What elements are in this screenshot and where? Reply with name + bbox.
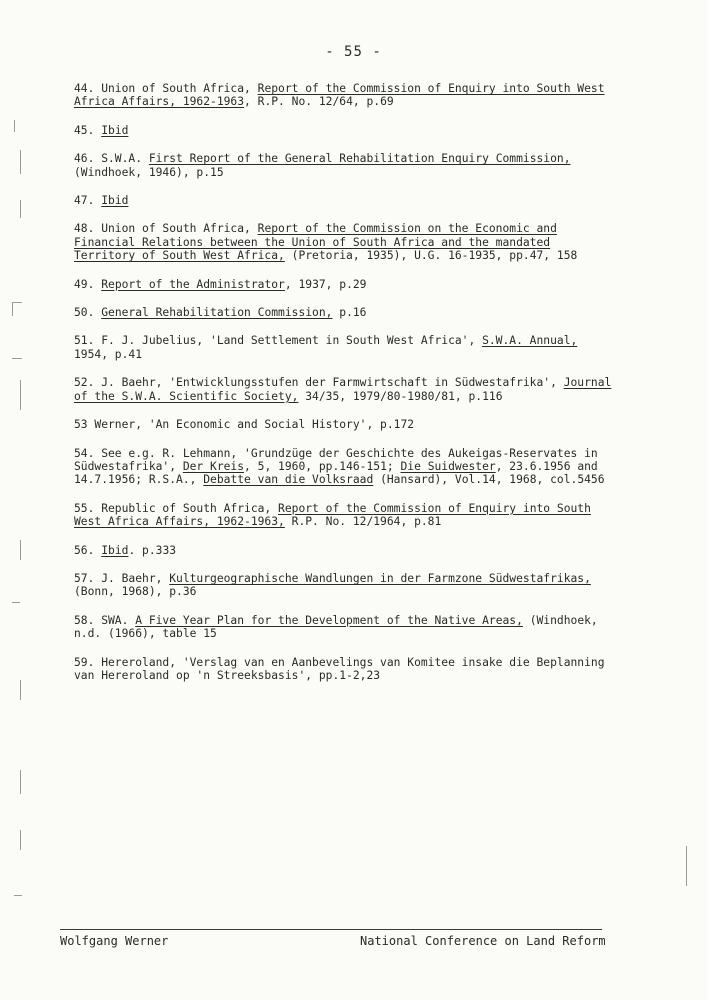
- endnote-text: 46. S.W.A.: [74, 152, 149, 166]
- endnote-title: Ibid: [101, 194, 129, 208]
- endnote-line: [74, 278, 614, 291]
- endnote-line: [74, 572, 614, 585]
- endnote-line: [74, 614, 614, 627]
- scan-mark: [20, 540, 21, 560]
- footer-author: Wolfgang Werner: [60, 934, 169, 948]
- scan-mark: [12, 602, 20, 603]
- footer-rule: [60, 929, 602, 930]
- endnote: [74, 502, 614, 529]
- endnote-line: [74, 249, 614, 262]
- endnote: [74, 306, 614, 319]
- endnotes-list: [74, 82, 614, 697]
- endnote: [74, 152, 614, 179]
- scan-mark: [20, 380, 21, 410]
- endnote: [74, 194, 614, 207]
- endnote-line: [74, 460, 614, 473]
- endnote: [74, 334, 614, 361]
- endnote-title: Report of the Commission on the Economic and: [257, 222, 557, 236]
- endnote-text: (Windhoek, 1946), p.15: [74, 165, 224, 179]
- endnote-text: 57. J. Baehr,: [74, 571, 170, 585]
- endnote: [74, 376, 614, 403]
- endnote: [74, 418, 614, 431]
- endnote: [74, 656, 614, 683]
- endnote-text: p.16: [332, 306, 367, 320]
- endnote-title: First Report of the General Rehabilitation Enquiry Commission,: [148, 152, 571, 166]
- endnote-title: Report of the Commission of Enquiry into South: [278, 501, 591, 515]
- endnote-title: S.W.A. Annual,: [482, 334, 578, 348]
- endnote-text: 45.: [74, 123, 102, 137]
- endnote-line: [74, 376, 614, 389]
- endnote-line: [74, 82, 614, 95]
- endnote-line: [74, 656, 614, 669]
- endnote-text: 49.: [74, 277, 102, 291]
- endnote-text: (Windhoek,: [522, 613, 598, 627]
- endnote-title: Der Kreis: [182, 459, 245, 473]
- endnote-line: [74, 194, 614, 207]
- endnote: [74, 278, 614, 291]
- endnote-title: A Five Year Plan for the Development of the Native Areas,: [135, 613, 523, 627]
- scan-mark: [12, 302, 13, 316]
- endnote-text: 34/35, 1979/80-1980/81, p.116: [298, 389, 503, 403]
- endnote-line: [74, 669, 614, 682]
- endnote: [74, 544, 614, 557]
- endnote-title: General Rehabilitation Commission,: [101, 306, 333, 320]
- endnote-text: van Hereroland op 'n Streeksbasis', pp.1-2,23: [74, 668, 381, 682]
- endnote-text: 47.: [74, 194, 102, 208]
- endnote: [74, 222, 614, 262]
- endnote-text: 50.: [74, 306, 102, 320]
- endnote-line: [74, 473, 614, 486]
- endnote: [74, 614, 614, 641]
- endnote-line: [74, 306, 614, 319]
- endnote-text: , 23.6.1956 and: [495, 459, 598, 473]
- endnote-title: Report of the Commission of Enquiry into South West: [257, 82, 605, 95]
- endnote-text: 51. F. J. Jubelius, 'Land Settlement in South West Africa',: [74, 334, 483, 348]
- endnote-text: , 5, 1960, pp.146-151;: [244, 459, 401, 473]
- endnote-title: Financial Relations between the Union of South Africa and the mandated: [74, 235, 551, 249]
- scan-mark: [20, 680, 21, 700]
- endnote-title: Ibid: [101, 543, 129, 557]
- endnote-text: , 1937, p.29: [284, 277, 367, 291]
- endnote: [74, 124, 614, 137]
- endnote-line: [74, 222, 614, 235]
- endnote-line: [74, 447, 614, 460]
- endnote-title: of the S.W.A. Scientific Society,: [74, 389, 299, 403]
- endnote-text: (Pretoria, 1935), U.G. 16-1935, pp.47, 158: [284, 249, 578, 263]
- endnote-line: [74, 390, 614, 403]
- endnote-text: 59. Hereroland, 'Verslag van en Aanbevelings van Komitee insake die Beplanning: [74, 655, 605, 669]
- endnote-title: Ibid: [101, 123, 129, 137]
- scan-mark: [14, 120, 15, 132]
- endnote: [74, 82, 614, 109]
- endnote-line: [74, 585, 614, 598]
- scan-mark: [686, 846, 687, 886]
- endnote-text: 53 Werner, 'An Economic and Social History', p.172: [74, 418, 415, 432]
- endnote-title: Report of the Administrator: [101, 277, 285, 291]
- endnote-text: 1954, p.41: [74, 347, 143, 361]
- endnote-line: [74, 515, 614, 528]
- endnote-line: [74, 348, 614, 361]
- endnote-title: Africa Affairs, 1962-1963: [74, 95, 245, 109]
- endnote-line: [74, 95, 614, 108]
- endnote-line: [74, 166, 614, 179]
- endnote-text: 52. J. Baehr, 'Entwicklungsstufen der Farmwirtschaft in Südwestafrika',: [74, 376, 564, 390]
- scan-mark: [20, 770, 21, 794]
- page-number: - 55 -: [325, 44, 382, 60]
- endnote-title: Journal: [563, 376, 612, 390]
- endnote-title: Territory of South West Africa,: [74, 249, 285, 263]
- endnote-line: [74, 236, 614, 249]
- scan-mark: [14, 895, 22, 896]
- endnote-text: 14.7.1956; R.S.A.,: [74, 473, 204, 487]
- endnote-text: . p.333: [128, 543, 177, 557]
- footer-event: National Conference on Land Reform: [360, 934, 606, 948]
- endnote: [74, 447, 614, 487]
- scan-mark: [12, 302, 22, 303]
- scan-mark: [20, 830, 21, 850]
- endnote-title: Debatte van die Volksraad: [203, 473, 374, 487]
- endnote-title: Die Suidwester: [400, 459, 496, 473]
- scan-mark: [20, 150, 21, 174]
- endnote-text: 48. Union of South Africa,: [74, 222, 258, 236]
- scan-mark: [20, 200, 21, 218]
- endnote-line: [74, 544, 614, 557]
- endnote-title: West Africa Affairs, 1962-1963,: [74, 515, 285, 529]
- endnote-line: [74, 502, 614, 515]
- endnote-text: 58. SWA.: [74, 613, 136, 627]
- endnote-text: 44. Union of South Africa,: [74, 82, 258, 95]
- endnote-text: R.P. No. 12/1964, p.81: [284, 515, 442, 529]
- endnote-text: Südwestafrika',: [74, 459, 183, 473]
- endnote-text: (Hansard), Vol.14, 1968, col.5456: [373, 473, 605, 487]
- endnote-line: [74, 418, 614, 431]
- endnote-text: 56.: [74, 543, 102, 557]
- endnote-text: n.d. (1966), table 15: [74, 627, 217, 641]
- endnote: [74, 572, 614, 599]
- endnote-text: (Bonn, 1968), p.36: [74, 585, 197, 599]
- endnote-line: [74, 627, 614, 640]
- scan-mark: [12, 358, 22, 359]
- endnote-text: 54. See e.g. R. Lehmann, 'Grundzüge der Geschichte des Aukeigas-Reservates in: [74, 446, 598, 460]
- endnote-line: [74, 334, 614, 347]
- endnote-line: [74, 124, 614, 137]
- endnote-text: 55. Republic of South Africa,: [74, 501, 279, 515]
- endnote-line: [74, 152, 614, 165]
- endnote-title: Kulturgeographische Wandlungen in der Farmzone Südwestafrikas,: [169, 571, 591, 585]
- endnote-text: , R.P. No. 12/64, p.69: [244, 95, 394, 109]
